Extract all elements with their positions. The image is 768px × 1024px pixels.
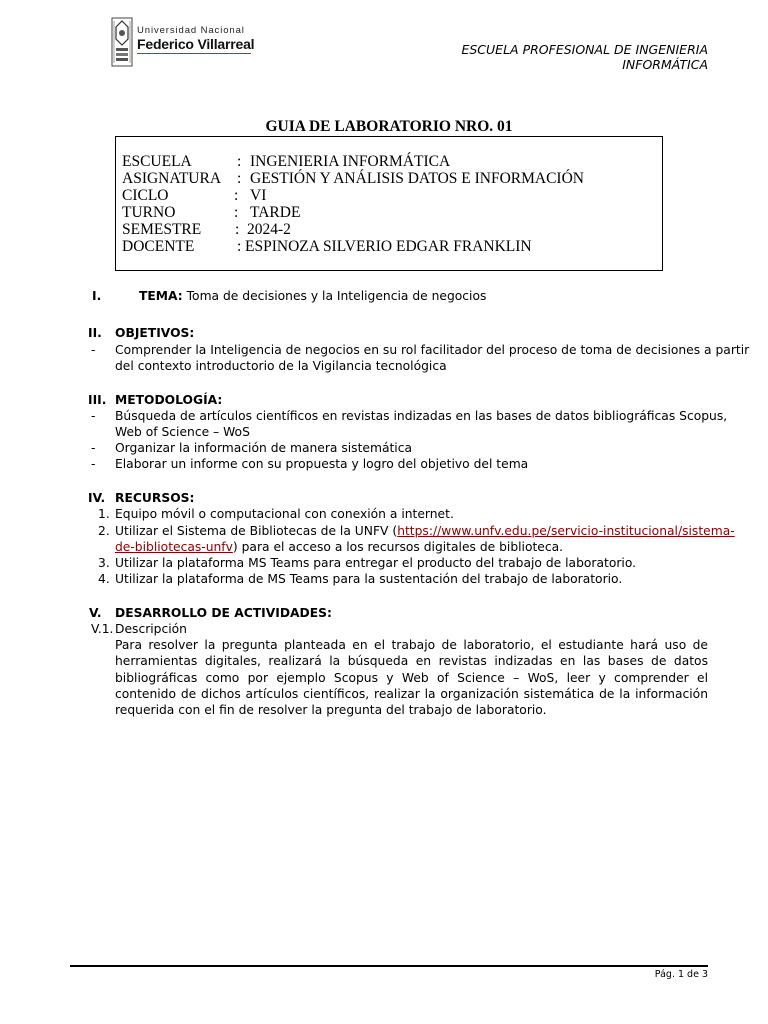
info-separator: : xyxy=(234,187,239,204)
recursos-item2-line2 xyxy=(115,539,563,555)
metodologia-item3: Elaborar un informe con su propuesta y logro del objetivo del tema xyxy=(115,457,529,471)
recursos-item2-line1 xyxy=(115,523,735,539)
recursos-item4: Utilizar la plataforma de MS Teams para la sustentación del trabajo de laboratorio. xyxy=(115,572,623,586)
info-key: SEMESTRE xyxy=(122,221,202,238)
info-separator: : xyxy=(235,221,240,238)
info-value: 2024-2 xyxy=(247,221,291,238)
section-number-desarrollo: V. xyxy=(89,606,102,620)
logo-underline xyxy=(137,53,251,54)
info-key: DOCENTE xyxy=(122,238,195,255)
list-number: 1. xyxy=(98,507,110,521)
list-number: 4. xyxy=(98,572,110,586)
school-header xyxy=(461,42,708,72)
section-number-metodologia: III. xyxy=(88,393,107,407)
info-key: TURNO xyxy=(122,204,176,221)
info-value: ESPINOZA SILVERIO EDGAR FRANKLIN xyxy=(245,238,532,255)
info-value: TARDE xyxy=(250,204,301,221)
section-label: TEMA: xyxy=(139,289,183,303)
logo-university-label: Universidad Nacional xyxy=(137,25,245,36)
bullet-dash: - xyxy=(91,409,96,423)
info-value: VI xyxy=(250,187,267,204)
objetivo-line2: del contexto introductorio de la Vigilancia tecnológica xyxy=(115,359,447,373)
info-key: CICLO xyxy=(122,187,169,204)
descripcion-paragraph: Para resolver la pregunta planteada en el trabajo de laboratorio, el estudiante hará uso de herramientas digitales, realizará la búsqueda en revistas indizadas en las bases de datos bibliográficas como por ejemplo Scopus y Web of Science – WoS, leer y comprender el contenido de dichos artículos científicos, realizar la organización sistemática de la información requerida con el fin de resolver la pregunta del trabajo de laboratorio. xyxy=(115,638,708,718)
university-crest-icon xyxy=(111,17,133,67)
info-key: ESCUELA xyxy=(122,153,192,170)
course-info-box xyxy=(115,136,663,271)
logo-university-name: Federico Villarreal xyxy=(137,36,255,52)
recursos-item2-pre: Utilizar el Sistema de Bibliotecas de la UNFV ( xyxy=(115,524,398,538)
school-header-line2: INFORMÁTICA xyxy=(622,57,708,72)
info-separator: : xyxy=(237,153,242,170)
footer-rule xyxy=(70,965,708,967)
info-separator: : xyxy=(237,238,242,255)
section-number-objetivos: II. xyxy=(88,326,102,340)
bullet-dash: - xyxy=(91,343,96,357)
bullet-dash: - xyxy=(91,457,96,471)
page-number: Pág. 1 de 3 xyxy=(654,969,708,980)
section-tema xyxy=(139,288,486,304)
recursos-item3: Utilizar la plataforma MS Teams para entregar el producto del trabajo de laboratorio. xyxy=(115,556,637,570)
section-number-tema: I. xyxy=(92,289,102,303)
section-label-objetivos: OBJETIVOS: xyxy=(115,326,195,340)
info-value: INGENIERIA INFORMÁTICA xyxy=(250,153,451,170)
info-separator: : xyxy=(234,204,239,221)
metodologia-item1-line2: Web of Science – WoS xyxy=(115,425,250,439)
document-title: GUIA DE LABORATORIO NRO. 01 xyxy=(265,118,513,135)
section-number-recursos: IV. xyxy=(88,491,106,505)
school-header-line1: ESCUELA PROFESIONAL DE INGENIERIA xyxy=(461,42,708,57)
info-value: GESTIÓN Y ANÁLISIS DATOS E INFORMACIÓN xyxy=(250,170,584,187)
objetivo-line1: Comprender la Inteligencia de negocios en su rol facilitador del proceso de toma de decisiones a partir xyxy=(115,343,750,357)
tema-text: Toma de decisiones y la Inteligencia de negocios xyxy=(186,289,487,303)
list-number: 3. xyxy=(98,556,110,570)
list-number: 2. xyxy=(98,524,110,538)
university-logo xyxy=(111,17,255,67)
metodologia-item2: Organizar la información de manera sistemática xyxy=(115,441,413,455)
section-label-recursos: RECURSOS: xyxy=(115,491,195,505)
section-label-desarrollo: DESARROLLO DE ACTIVIDADES: xyxy=(115,606,332,620)
metodologia-item1-line1: Búsqueda de artículos científicos en revistas indizadas en las bases de datos bibliográficas Scopus, xyxy=(115,409,728,423)
recursos-item2-post: ) para el acceso a los recursos digitales de biblioteca. xyxy=(232,540,564,554)
subsection-number: V.1. xyxy=(91,622,114,636)
info-key: ASIGNATURA xyxy=(122,170,222,187)
section-label-metodologia: METODOLOGÍA: xyxy=(115,393,223,407)
recursos-item1: Equipo móvil o computacional con conexión a internet. xyxy=(115,507,454,521)
subsection-label-descripcion: Descripción xyxy=(115,622,187,636)
bullet-dash: - xyxy=(91,441,96,455)
info-separator: : xyxy=(237,170,242,187)
unfv-library-link-cont[interactable]: de-bibliotecas-unfv xyxy=(115,540,233,554)
unfv-library-link[interactable]: https://www.unfv.edu.pe/servicio-institucional/sistema- xyxy=(397,524,735,538)
